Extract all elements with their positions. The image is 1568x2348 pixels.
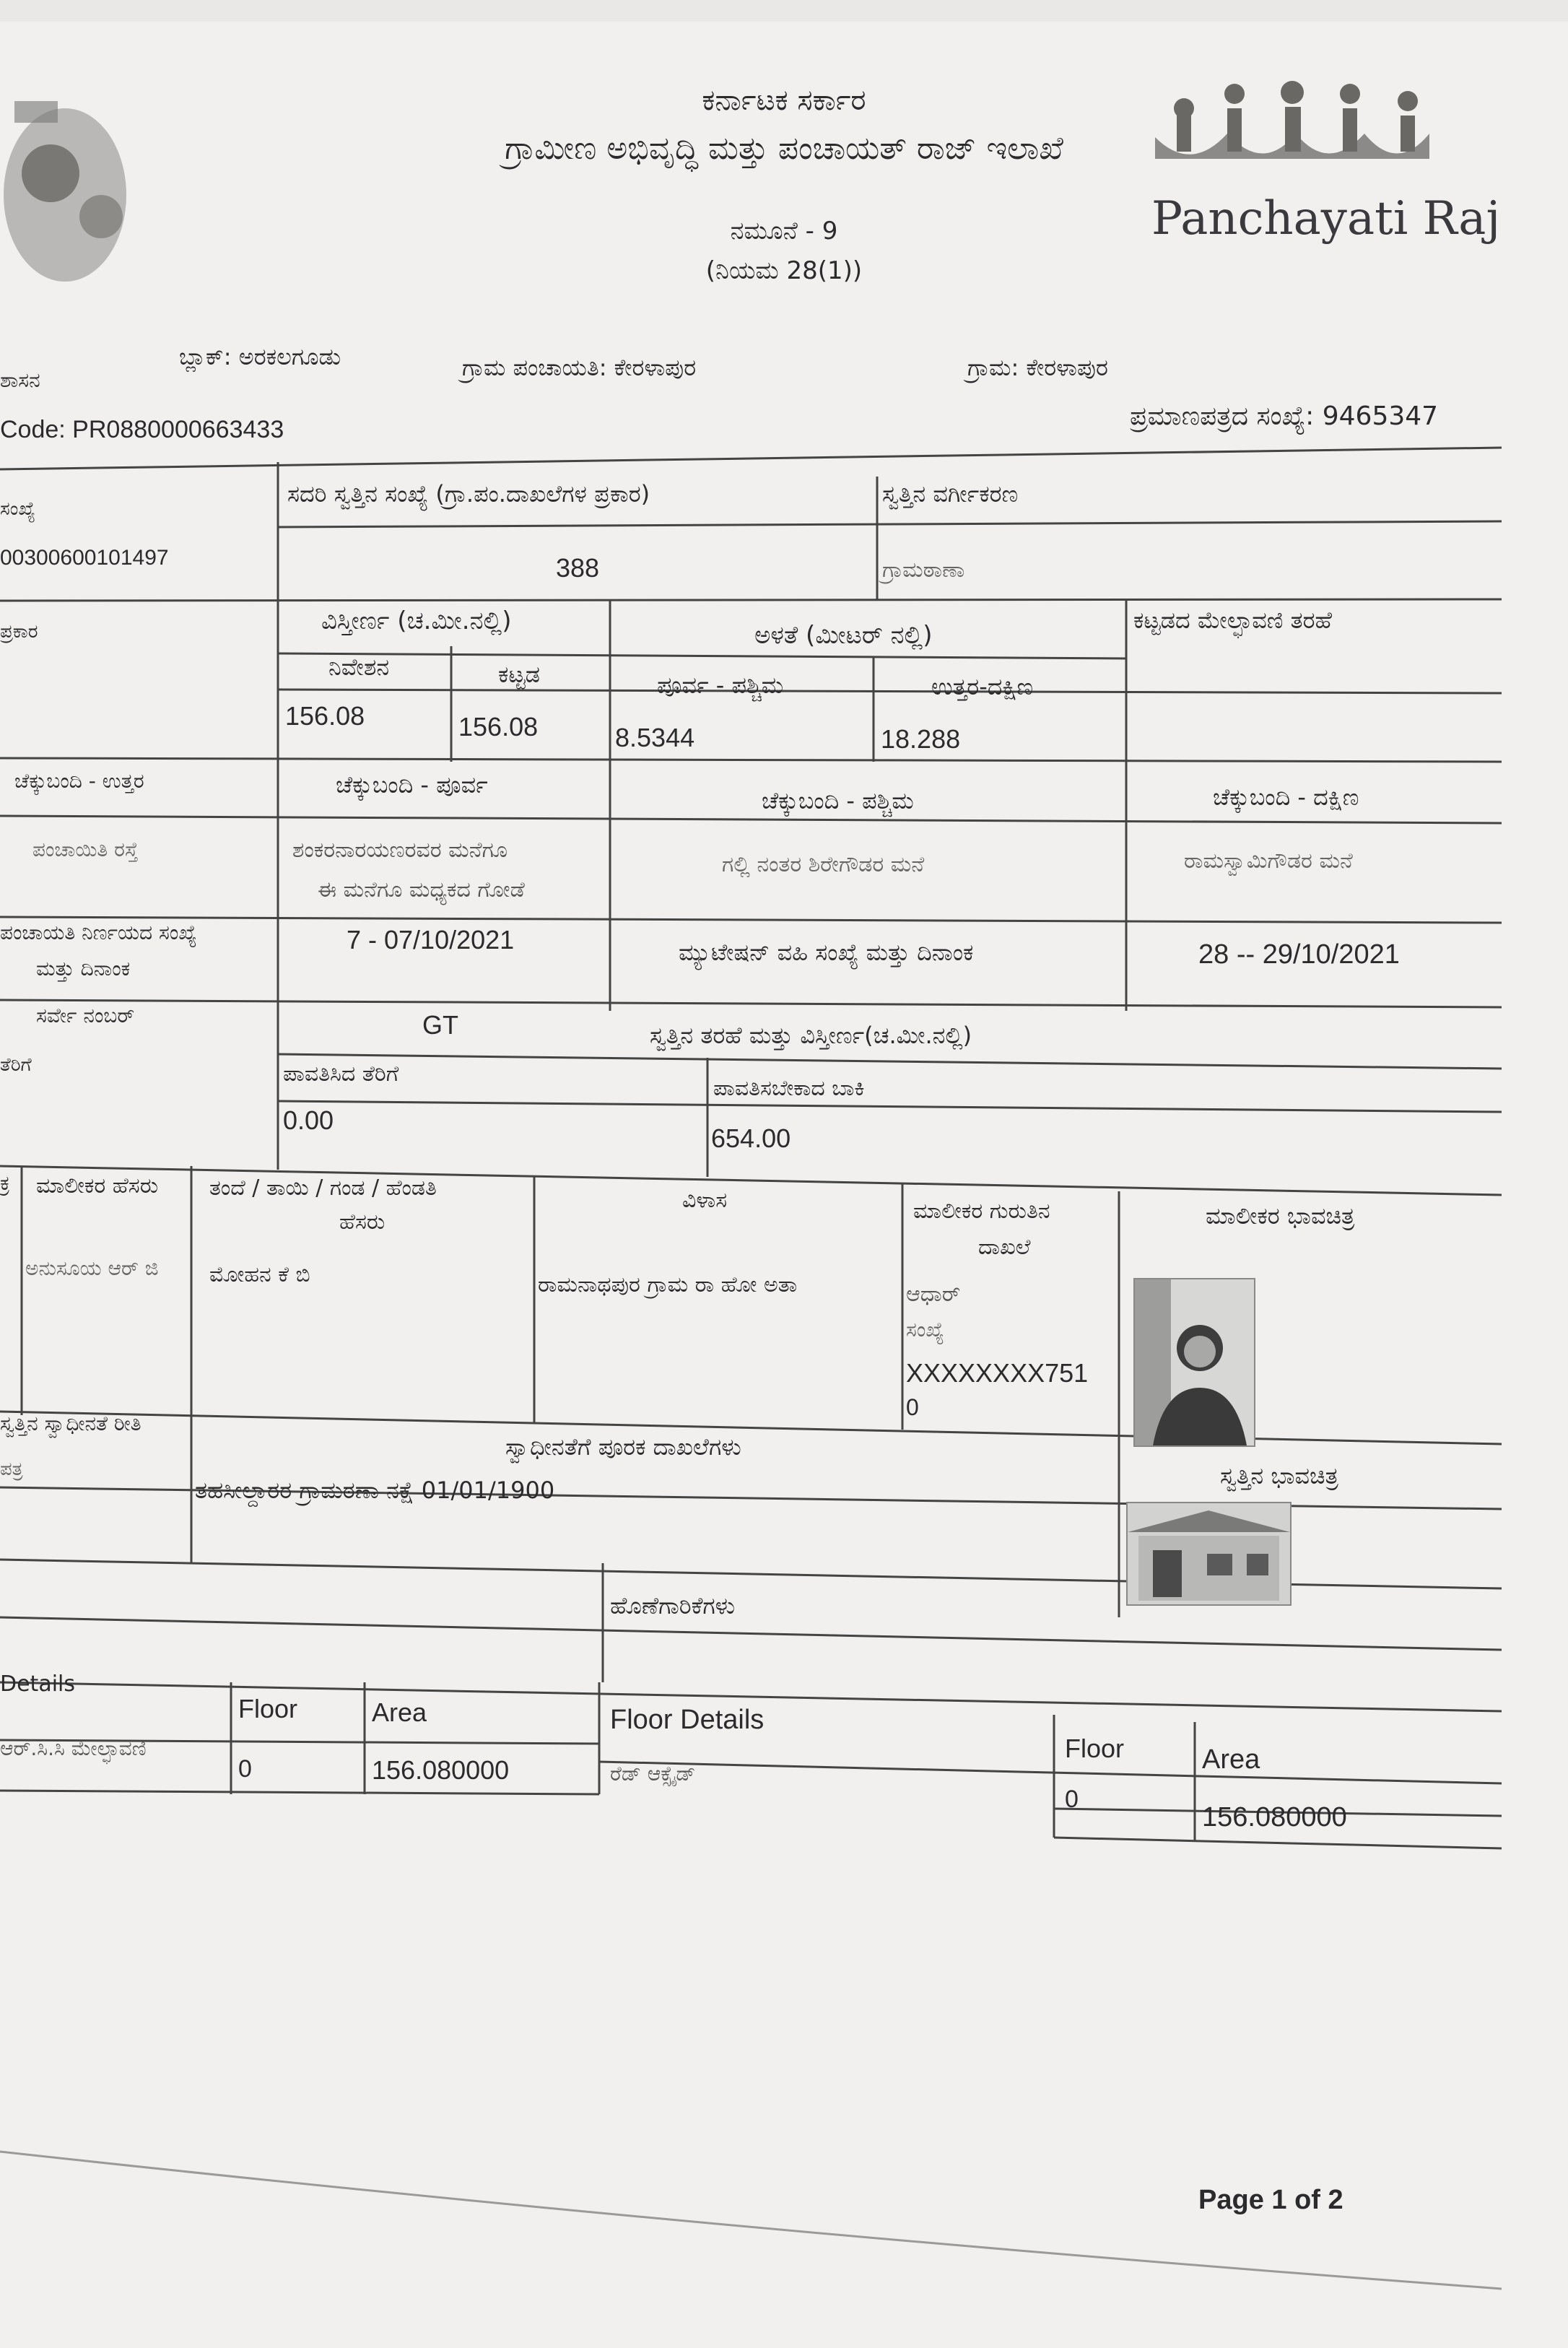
taluk-label: ಬ್ಲಾಕ್: ಅರಕಲಗೂಡು bbox=[179, 343, 341, 370]
meta-left-partial: ಶಾಸನ bbox=[0, 368, 40, 392]
asset-number-value: 388 bbox=[556, 553, 600, 583]
certificate-number: ಪ್ರಮಾಣಪತ್ರದ ಸಂಖ್ಯೆ: 9465347 bbox=[1130, 401, 1439, 431]
site-area-value: 156.08 bbox=[285, 701, 365, 731]
asset-type-label: ಸ್ವತ್ತಿನ ತರಹೆ ಮತ್ತು ವಿಸ್ತೀರ್ಣ(ಚ.ಮೀ.ನಲ್ಲಿ) bbox=[650, 1022, 972, 1049]
boundary-east-value-1: ಶಂಕರನಾರಯಣರವರ ಮನೆಗೂ bbox=[292, 838, 508, 863]
building-label: ಕಟ್ಟಡ bbox=[498, 661, 540, 688]
boundary-east-value-2: ಈ ಮನೆಗೂ ಮಧ್ಯಕದ ಗೋಡೆ bbox=[318, 877, 525, 903]
site-label: ನಿವೇಶನ bbox=[328, 653, 390, 681]
ownership-mode-value: ಪತ್ರ bbox=[0, 1458, 23, 1480]
form-number: ನಮೂನೆ - 9 bbox=[730, 217, 838, 245]
owner-photo bbox=[1133, 1278, 1255, 1447]
survey-value: GT bbox=[422, 1010, 458, 1040]
floors-right-title: Floor Details bbox=[610, 1705, 765, 1735]
owner-id-value-2: 0 bbox=[906, 1394, 919, 1420]
roof-type-label: ಕಟ್ಟಡದ ಮೇಲ್ಛಾವಣಿ ತರಹೆ bbox=[1133, 606, 1332, 634]
property-id-label: ಸಂಖ್ಯೆ bbox=[0, 498, 35, 520]
floors-left-col-floor: Floor bbox=[238, 1694, 298, 1723]
owner-col-name: ಮಾಲೀಕರ ಹೆಸರು bbox=[36, 1173, 159, 1199]
floors-right-row-type: ರೆಡ್ ಆಕ್ಸೈಡ್ bbox=[610, 1762, 696, 1786]
owner-col-relation-1: ತಂದೆ / ತಾಯಿ / ಗಂಡ / ಹೆಂಡತಿ bbox=[209, 1175, 437, 1201]
floors-right-col-area: Area bbox=[1202, 1744, 1260, 1775]
property-code: Code: PR0880000663433 bbox=[0, 416, 284, 443]
boundary-south-label: ಚೆಕ್ಕುಬಂದಿ - ದಕ್ಷಿಣ bbox=[1213, 783, 1359, 811]
mutation-value: 28 -- 29/10/2021 bbox=[1198, 939, 1400, 970]
owner-name: ಅನುಸೂಯ ಆರ್ ಜಿ bbox=[25, 1256, 159, 1280]
asset-number-label: ಸದರಿ ಸ್ವತ್ತಿನ ಸಂಖ್ಯೆ (ಗ್ರಾ.ಪಂ.ದಾಖಲೆಗಳ ಪ್ರಕಾರ) bbox=[287, 480, 650, 508]
property-id-value: 00300600101497 bbox=[0, 546, 169, 570]
floors-right-row-area: 156.080000 bbox=[1202, 1802, 1347, 1832]
asset-photo bbox=[1126, 1502, 1292, 1606]
north-south-label: ಉತ್ತರ-ದಕ್ಷಿಣ bbox=[931, 673, 1034, 700]
floors-left-title: Details bbox=[0, 1671, 76, 1697]
floors-right-row-floor: 0 bbox=[1065, 1786, 1079, 1813]
boundary-west-value: ಗಲ್ಲಿ ನಂತರ ಶಿರೇಗೌಡರ ಮನೆ bbox=[722, 852, 925, 877]
liabilities-label: ಹೊಣೆಗಾರಿಕೆಗಳು bbox=[610, 1592, 736, 1619]
building-area-value: 156.08 bbox=[458, 712, 539, 742]
tax-due-value: 654.00 bbox=[711, 1123, 791, 1153]
owner-col-address: ವಿಳಾಸ bbox=[682, 1188, 728, 1213]
tax-paid-label: ಪಾವತಿಸಿದ ತೆರಿಗೆ bbox=[283, 1061, 399, 1087]
tax-due-label: ಪಾವತಿಸಬೇಕಾದ ಬಾಕಿ bbox=[713, 1076, 865, 1101]
owner-col-number: ಕ್ರ bbox=[0, 1171, 10, 1195]
floors-left-row-type: ಆರ್.ಸಿ.ಸಿ ಮೇಲ್ಛಾವಣಿ bbox=[0, 1736, 147, 1760]
north-south-value: 18.288 bbox=[881, 724, 961, 754]
floors-right-col-floor: Floor bbox=[1065, 1734, 1125, 1763]
dimensions-label: ಅಳತೆ (ಮೀಟರ್ ನಲ್ಲಿ) bbox=[754, 621, 933, 650]
gram-panchayat-label: ಗ್ರಾಮ ಪಂಚಾಯತಿ: ಕೇರಳಾಪುರ bbox=[462, 354, 697, 381]
decision-label-1: ಪಂಚಾಯತಿ ನಿರ್ಣಯದ ಸಂಖ್ಯೆ bbox=[0, 921, 197, 944]
boundary-south-value: ರಾಮಸ್ವಾಮಿಗೌಡರ ಮನೆ bbox=[1184, 848, 1353, 874]
floors-left-row-floor: 0 bbox=[238, 1755, 252, 1783]
classification-value: ಗ್ರಾಮಠಾಣಾ bbox=[882, 557, 965, 583]
owner-relation-name: ಮೋಹನ ಕೆ ಬಿ bbox=[209, 1262, 310, 1287]
owner-id-type-1: ಆಧಾರ್ bbox=[906, 1282, 961, 1307]
page-number: Page 1 of 2 bbox=[1198, 2185, 1343, 2215]
boundary-west-label: ಚೆಕ್ಕುಬಂದಿ - ಪಶ್ಚಿಮ bbox=[762, 787, 914, 814]
footer-rule bbox=[0, 2130, 1568, 2310]
owner-col-relation-2: ಹೆಸರು bbox=[339, 1209, 386, 1235]
owner-col-id-1: ಮಾಲೀಕರ ಗುರುತಿನ bbox=[913, 1199, 1050, 1224]
type-label: ಪ್ರಕಾರ bbox=[0, 621, 38, 643]
header-line-2: ಗ್ರಾಮೀಣ ಅಭಿವೃದ್ಧಿ ಮತ್ತು ಪಂಚಾಯತ್ ರಾಜ್ ಇಲಾಖೆ bbox=[505, 130, 1063, 167]
survey-label: ಸರ್ವೇ ನಂಬರ್ bbox=[36, 1004, 135, 1027]
ownership-docs-value: ತಹಸೀಲ್ದಾರರ ಗ್ರಾಮಠಣಾ ನಕ್ಷೆ 01/01/1900 bbox=[195, 1477, 555, 1504]
decision-value: 7 - 07/10/2021 bbox=[347, 925, 515, 955]
floors-left-col-area: Area bbox=[372, 1697, 427, 1727]
boundary-north-value: ಪಂಚಾಯಿತಿ ರಸ್ತೆ bbox=[32, 838, 139, 861]
decision-label-2: ಮತ್ತು ದಿನಾಂಕ bbox=[36, 957, 131, 980]
mutation-label: ಮ್ಯುಟೇಷನ್ ವಹಿ ಸಂಖ್ಯೆ ಮತ್ತು ದಿನಾಂಕ bbox=[679, 939, 974, 966]
classification-label: ಸ್ವತ್ತಿನ ವರ್ಗೀಕರಣ bbox=[882, 480, 1019, 508]
logo-text: Panchayati Raj bbox=[1151, 192, 1501, 245]
owner-col-id-2: ದಾಖಲೆ bbox=[978, 1235, 1031, 1260]
owner-id-type-2: ಸಂಖ್ಯೆ bbox=[906, 1318, 944, 1342]
owner-address: ರಾಮನಾಥಪುರ ಗ್ರಾಮ ರಾ ಹೋ ಅತಾ bbox=[538, 1272, 798, 1297]
village-label: ಗ್ರಾಮ: ಕೇರಳಾಪುರ bbox=[967, 354, 1108, 381]
header-line-1: ಕರ್ನಾಟಕ ಸರ್ಕಾರ bbox=[702, 84, 866, 117]
boundary-north-label: ಚೆಕ್ಕುಬಂದಿ - ಉತ್ತರ bbox=[14, 769, 144, 793]
east-west-label: ಪೂರ್ವ - ಪಶ್ಚಿಮ bbox=[657, 671, 784, 699]
rule-reference: (ನಿಯಮ 28(1)) bbox=[705, 256, 863, 285]
area-label: ವಿಸ್ತೀರ್ಣ (ಚ.ಮೀ.ನಲ್ಲಿ) bbox=[321, 606, 512, 635]
ownership-mode-label: ಸ್ವತ್ತಿನ ಸ್ವಾಧೀನತೆ ರೀತಿ bbox=[0, 1412, 141, 1435]
asset-photo-label: ಸ್ವತ್ತಿನ ಭಾವಚಿತ್ರ bbox=[1220, 1462, 1338, 1490]
tax-paid-value: 0.00 bbox=[283, 1105, 334, 1135]
east-west-value: 8.5344 bbox=[615, 723, 695, 752]
tax-left-label: ತೆರಿಗೆ bbox=[0, 1054, 32, 1076]
owner-id-value-1: XXXXXXXX751 bbox=[906, 1358, 1089, 1388]
owner-col-photo: ಮಾಲೀಕರ ಭಾವಚಿತ್ರ bbox=[1206, 1202, 1355, 1230]
floors-left-row-area: 156.080000 bbox=[372, 1755, 510, 1785]
boundary-east-label: ಚೆಕ್ಕುಬಂದಿ - ಪೂರ್ವ bbox=[336, 771, 488, 799]
ownership-docs-label: ಸ್ವಾಧೀನತೆಗೆ ಪೂರಕ ದಾಖಲೆಗಳು bbox=[505, 1433, 741, 1461]
